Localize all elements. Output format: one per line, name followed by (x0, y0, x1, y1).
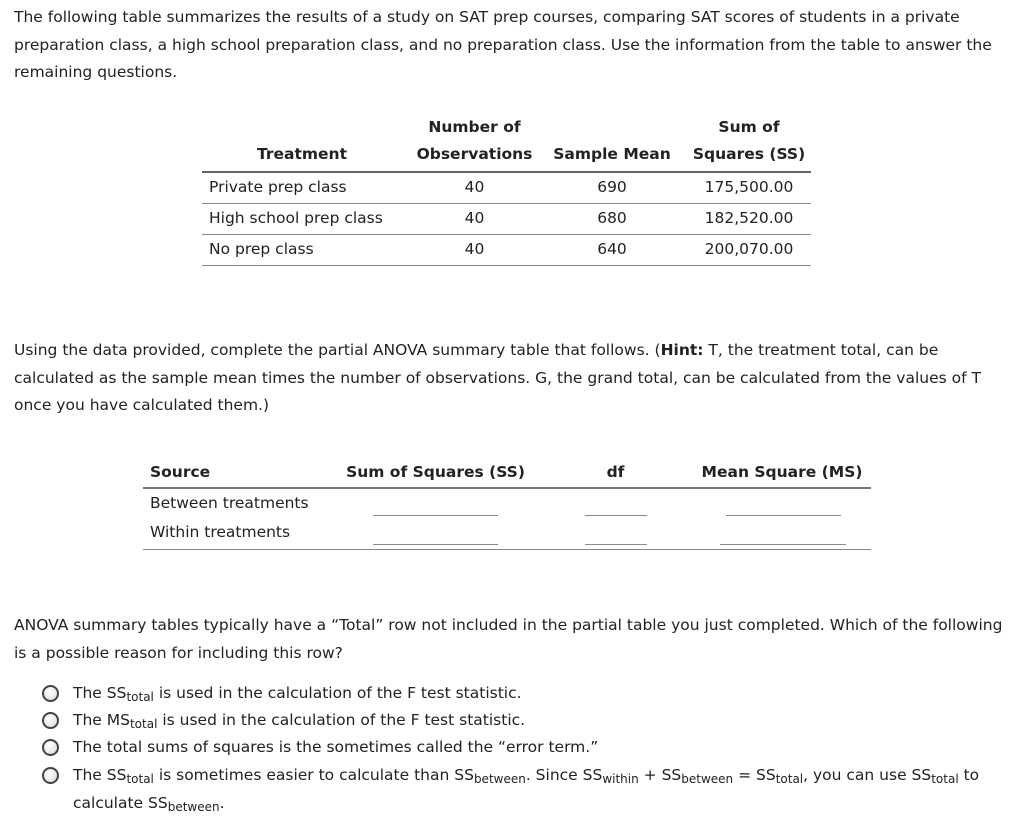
source-label: Between treatments (150, 494, 309, 512)
header-sum-of-squares: Sum of Squares (SS) (346, 463, 525, 481)
answer-option-1[interactable] (42, 680, 983, 708)
header-source: Source (150, 463, 211, 481)
option-label: The $SS_{total}$ is used in the calculation of the F test statistic. (73, 684, 522, 704)
instructions-suffix: T, the treatment total, can be calculated as the sample mean times the number of observations. G, the grand total, can be calculated from the values of T once you have calculated them.) (14, 341, 981, 414)
radio-button[interactable] (42, 685, 59, 702)
intro-paragraph: The following table summarizes the results of a study on SAT prep courses, comparing SAT scores of students in a private preparation class, a high school preparation class, and no preparation class. Use the information from the table to answer the remaining questions. (14, 8, 992, 81)
header-mean-square: Mean Square (MS) (701, 463, 863, 481)
observations-value: 40 (464, 178, 485, 196)
sample-mean-value: 640 (597, 240, 627, 258)
between-df-input[interactable] (585, 501, 647, 516)
answer-option-3[interactable] (42, 734, 983, 762)
ss-value: 182,520.00 (704, 209, 794, 227)
within-ss-input[interactable] (373, 530, 498, 545)
header-ss-line1: Sum of (718, 118, 780, 136)
treatment-name: No prep class (209, 240, 314, 258)
observations-value: 40 (464, 209, 485, 227)
hint-label: Hint: (660, 341, 704, 359)
radio-button[interactable] (42, 739, 59, 756)
instructions-prefix: Using the data provided, complete the partial ANOVA summary table that follows. ( (14, 341, 661, 359)
anova-bottom-rule (143, 549, 871, 550)
option-label: The total sums of squares is the sometimes called the “error term.” (73, 738, 599, 756)
header-df: df (606, 463, 625, 481)
observations-value: 40 (464, 240, 485, 258)
between-ss-input[interactable] (373, 501, 498, 516)
within-df-input[interactable] (585, 530, 647, 545)
answer-option-4[interactable] (42, 762, 983, 817)
between-ms-input[interactable] (726, 501, 841, 516)
source-label: Within treatments (150, 523, 291, 541)
treatment-name: High school prep class (209, 209, 383, 227)
header-observations-line1: Number of (428, 118, 521, 136)
ss-value: 200,070.00 (704, 240, 794, 258)
answer-option-2[interactable] (42, 707, 983, 735)
ss-value: 175,500.00 (704, 178, 794, 196)
treatment-name: Private prep class (209, 178, 347, 196)
header-sample-mean: Sample Mean (553, 145, 671, 163)
header-observations-line2: Observations (416, 145, 533, 163)
instructions-paragraph (14, 337, 1004, 420)
header-treatment: Treatment (256, 145, 347, 163)
table-bottom-rule (202, 265, 811, 266)
option-label: The $SS_{total}$ is sometimes easier to calculate than $SS_{between}$. Since $SS_{within} + SS_{between} = SS_{total}$, you can use $SS_{total}$ to calculate $SS_{between}$. (73, 766, 980, 814)
question-paragraph: ANOVA summary tables typically have a “Total” row not included in the partial table you just completed. Which of the following is a possible reason for including this row? (14, 616, 1003, 662)
option-label: The $MS_{total}$ is used in the calculation of the F test statistic. (73, 711, 526, 731)
sample-mean-value: 690 (597, 178, 627, 196)
radio-button[interactable] (42, 712, 59, 729)
sample-mean-value: 680 (597, 209, 627, 227)
within-ms-input[interactable] (720, 530, 846, 545)
radio-button[interactable] (42, 767, 59, 784)
header-ss-line2: Squares (SS) (692, 145, 806, 163)
